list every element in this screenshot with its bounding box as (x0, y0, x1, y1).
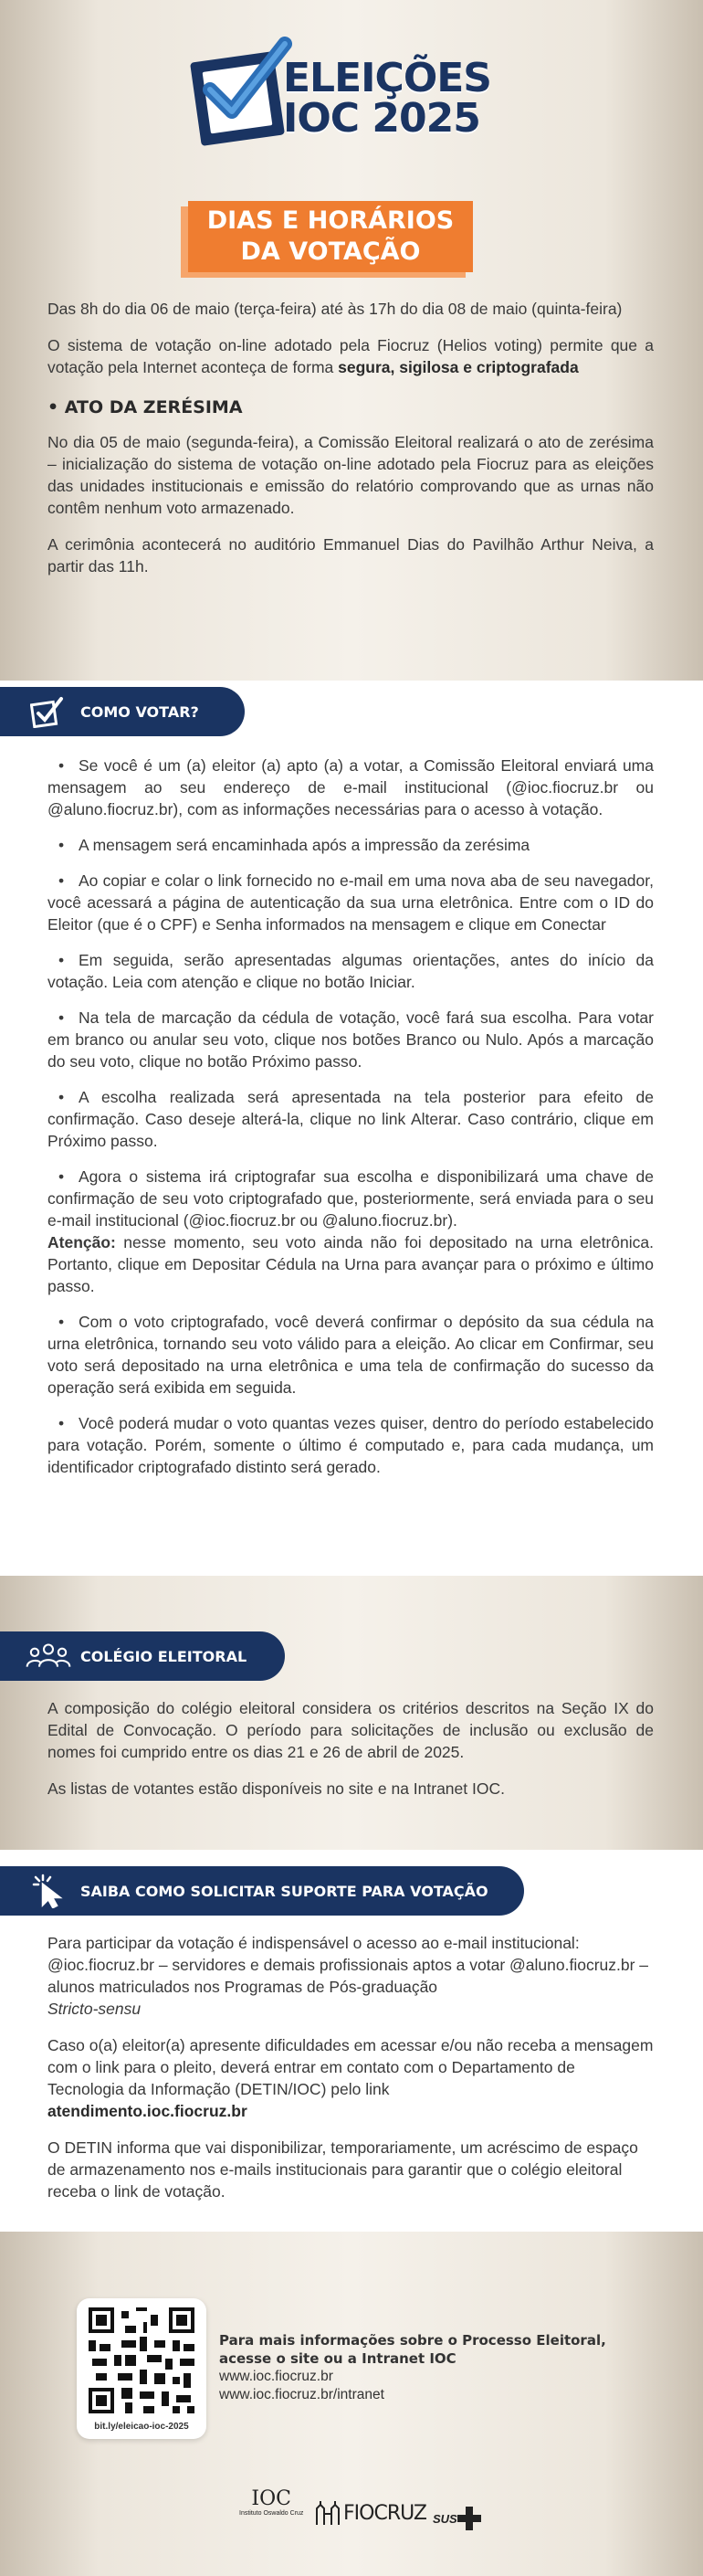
qr-code-icon[interactable] (89, 2307, 194, 2413)
vote-check-icon (26, 695, 71, 728)
electoral-college-title: COLÉGIO ELEITORAL (80, 1647, 247, 1665)
banner-line-1: DIAS E HORÁRIOS (206, 206, 455, 235)
voter-lists-text: As listas de votantes estão disponíveis no site e na Intranet IOC. (47, 1779, 505, 1798)
intranet-link[interactable]: www.ioc.fiocruz.br/intranet (219, 2387, 384, 2402)
support-header (0, 1866, 524, 1916)
ceremony-text: A cerimônia acontecerá no auditório Emmanuel Dias do Pavilhão Arthur Neiva, a partir das 11h. (47, 535, 654, 575)
title-line-2: IOC 2025 (283, 95, 480, 142)
support-link[interactable]: atendimento.ioc.fiocruz.br (47, 2102, 247, 2120)
institutional-email-text: Para participar da votação é indispensável o acesso ao e-mail institucional: @ioc.fiocruz.br – servidores e demais profissionais aptos a votar @aluno.fiocruz.br – alunos matriculados nos Programas de Pós-graduação Stricto-sensu (47, 1934, 649, 2018)
ioc-logo: IOC Instituto Oswaldo Cruz (239, 2487, 304, 2517)
list-item: • Em seguida, serão apresentadas algumas orientações, antes do início da votação. Leia com atenção e clique no botão Iniciar. (47, 951, 654, 991)
banner-line-2: DA VOTAÇÃO (240, 238, 421, 266)
list-item: • Com o voto criptografado, você deverá confirmar o depósito da sua cédula na urna eletrônica, tornando seu voto válido para a eleição. Ao clicar em Confirmar, seu voto será depositado na urna eletrônica e uma tela de confirmação do sucesso da operação será exibida em seguida. (47, 1313, 654, 1397)
how-to-vote-header (0, 687, 245, 736)
support-text (47, 1932, 654, 2217)
how-to-vote-steps (47, 755, 654, 1492)
voting-system-text: O sistema de votação on-line adotado pela Fiocruz (Helios voting) permite que a votação pela Internet aconteça de forma segura, sigilosa e criptografada (47, 336, 654, 376)
people-group-icon (26, 1640, 71, 1673)
title-line-1: ELEIÇÕES (283, 55, 491, 101)
storage-notice-text: O DETIN informa que vai disponibilizar, temporariamente, um acréscimo de espaço de armazenamento nos e-mails institucionais para garantir que o colégio eleitoral receba o link de votação. (47, 2138, 638, 2201)
contact-detin-text: Caso o(a) eleitor(a) apresente dificuldades em acessar e/ou não receba a mensagem com o link para o pleito, deverá entrar em contato com o Departamento de Tecnologia da Informação (DETIN/IOC) pelo link atendimento.ioc.fiocruz.br (47, 2036, 654, 2120)
schedule-banner (188, 201, 473, 272)
sus-logo: SUS (433, 2496, 481, 2541)
college-composition-text: A composição do colégio eleitoral considera os critérios descritos na Seção IX do Edital de Convocação. O período para solicitações de inclusão ou exclusão de nomes foi cumprido entre os dias 21 e 26 de abril de 2025. (47, 1699, 654, 1761)
more-info (219, 2331, 648, 2404)
list-item: • Você poderá mudar o voto quantas vezes quiser, dentro do período estabelecido para votação. Porém, somente o último é computado e, para cada mudança, um identificador criptografado distinto será gerado. (47, 1414, 654, 1476)
zeresima-text: No dia 05 de maio (segunda-feira), a Comissão Eleitoral realizará o ato de zerésima – inicialização do sistema de votação on-line adotado pela Fiocruz para as eleições das unidades institucionais e emissão do relatório comprovando que as urnas não contêm nenhum voto armazenado. (47, 433, 654, 517)
election-title (283, 55, 491, 142)
qr-code-card (77, 2298, 206, 2439)
header (0, 0, 703, 183)
attention-note: Atenção: nesse momento, seu voto ainda não foi depositado na urna eletrônica. Portanto, clique em Depositar Cédula na Urna para avançar para o próximo e último passo. (47, 1233, 654, 1295)
intro-section (47, 298, 654, 592)
how-to-vote-title: COMO VOTAR? (80, 702, 199, 721)
list-item: • Se você é um (a) eleitor (a) apto (a) a votar, a Comissão Eleitoral enviará uma mensagem ao seu endereço de e-mail institucional (@ioc.fiocruz.br ou @aluno.fiocruz.br), com as informações necessárias para o acesso à votação. (47, 756, 654, 818)
list-item: • Ao copiar e colar o link fornecido no e-mail em uma nova aba de seu navegador, você acessará a página de autenticação da sua urna eletrônica. Entre com o ID do Eleitor (que é o CPF) e Senha informados na mensagem e clique em Conectar (47, 871, 654, 934)
qr-caption: bit.ly/eleicao-ioc-2025 (94, 2422, 189, 2432)
list-item: • A mensagem será encaminhada após a impressão da zerésima (58, 836, 530, 854)
list-item: • Agora o sistema irá criptografar sua escolha e disponibilizará uma chave de confirmação de seu voto criptografado que, posteriormente, será enviada para o seu e-mail institucional (@ioc.fiocruz.br ou @aluno.fiocruz.br). (47, 1167, 654, 1230)
electoral-college-header (0, 1631, 285, 1681)
fiocruz-logo: FIOCRUZ (314, 2490, 426, 2536)
plus-cross-icon (457, 2507, 481, 2530)
more-info-heading: Para mais informações sobre o Processo Eleitoral, acesse o site ou a Intranet IOC (219, 2332, 606, 2367)
click-pointer-icon (26, 1874, 71, 1908)
voting-period-text: Das 8h do dia 06 de maio (terça-feira) até às 17h do dia 08 de maio (quinta-feira) (47, 300, 623, 318)
zeresima-heading: • ATO DA ZERÉSIMA (47, 397, 243, 417)
list-item: • A escolha realizada será apresentada na tela posterior para efeito de confirmação. Caso deseje alterá-la, clique no link Alterar. Caso contrário, clique em Próximo passo. (47, 1088, 654, 1150)
site-link[interactable]: www.ioc.fiocruz.br (219, 2369, 333, 2384)
support-title: SAIBA COMO SOLICITAR SUPORTE PARA VOTAÇÃO (80, 1882, 488, 1900)
list-item: • Na tela de marcação da cédula de votação, você fará sua escolha. Para votar em branco ou anular seu voto, clique nos botões Branco ou Nulo. Após a marcação do seu voto, clique no botão Próximo passo. (47, 1008, 654, 1071)
castle-icon (314, 2499, 341, 2527)
electoral-college-section (47, 1697, 654, 1814)
